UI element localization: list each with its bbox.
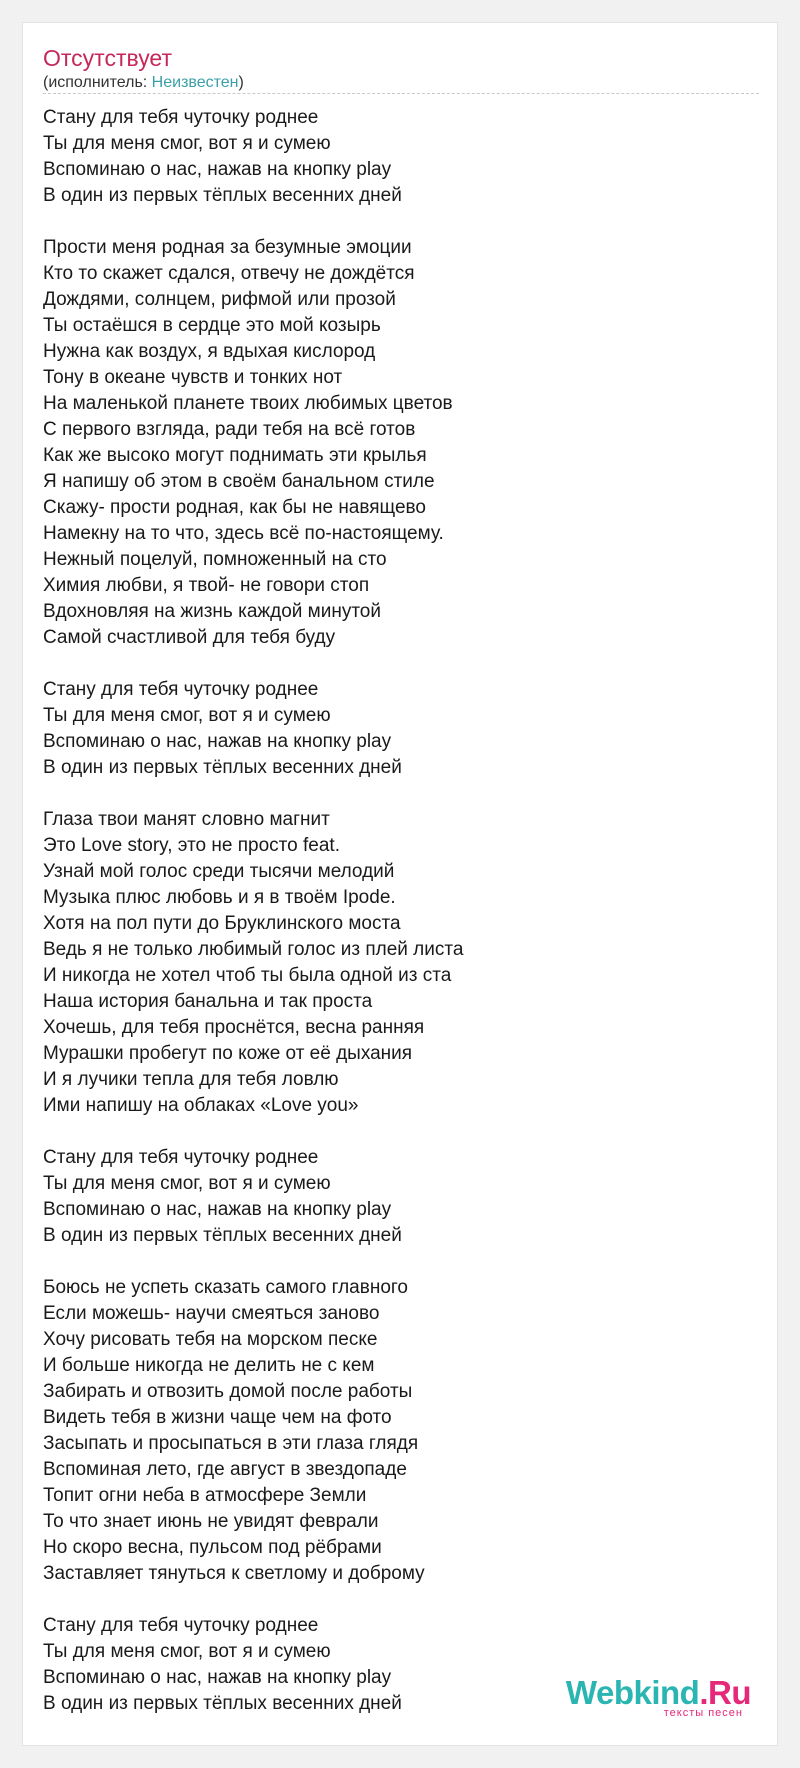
artist-prefix: (исполнитель:	[43, 74, 152, 91]
lyric-line: Это Love story, это не просто feat.	[43, 835, 340, 856]
lyric-line: Кто то скажет сдался, отвечу не дождётся	[43, 263, 415, 284]
lyric-line: Нужна как воздух, я вдыхая кислород	[43, 341, 376, 362]
song-title: Отсутствует	[43, 45, 172, 71]
lyric-line: И я лучики тепла для тебя ловлю	[43, 1069, 339, 1090]
logo-domain: .Ru	[699, 1674, 751, 1711]
artist-suffix: )	[238, 74, 244, 91]
lyric-line: Нежный поцелуй, помноженный на сто	[43, 549, 387, 570]
lyric-line: Намекну на то что, здесь всё по-настоящему.	[43, 523, 444, 544]
lyric-line: Но скоро весна, пульсом под рёбрами	[43, 1537, 382, 1558]
lyric-line: Химия любви, я твой- не говори стоп	[43, 575, 370, 596]
lyric-line: Забирать и отвозить домой после работы	[43, 1381, 413, 1402]
lyric-line: Узнай мой голос среди тысячи мелодий	[43, 861, 395, 882]
site-logo[interactable]	[566, 1675, 751, 1719]
lyrics-stanza	[43, 1275, 759, 1587]
lyric-line: Стану для тебя чуточку роднее	[43, 107, 319, 128]
lyrics-stanza	[43, 1145, 759, 1249]
lyric-line: Тону в океане чувств и тонких нот	[43, 367, 343, 388]
lyric-line: Вспоминаю о нас, нажав на кнопку play	[43, 159, 392, 180]
lyric-line: И никогда не хотел чтоб ты была одной из ста	[43, 965, 452, 986]
artist-line	[43, 73, 244, 93]
lyric-line: Самой счастливой для тебя буду	[43, 627, 336, 648]
logo-wordmark: Webkind	[565, 1674, 700, 1711]
lyric-line: То что знает июнь не увидят феврали	[43, 1511, 379, 1532]
lyric-line: Хотя на пол пути до Бруклинского моста	[43, 913, 401, 934]
lyric-line: Ими напишу на облаках «Love you»	[43, 1095, 359, 1116]
lyrics-body	[43, 105, 759, 1743]
lyric-line: Как же высоко могут поднимать эти крылья	[43, 445, 427, 466]
lyric-line: Стану для тебя чуточку роднее	[43, 1615, 319, 1636]
lyric-line: В один из первых тёплых весенних дней	[43, 757, 402, 778]
lyric-line: Засыпать и просыпаться в эти глаза глядя	[43, 1433, 419, 1454]
lyric-line: Прости меня родная за безумные эмоции	[43, 237, 412, 258]
logo-tagline: тексты песен	[663, 1707, 743, 1719]
lyric-line: На маленькой планете твоих любимых цветов	[43, 393, 453, 414]
lyric-line: Если можешь- научи смеяться заново	[43, 1303, 380, 1324]
lyric-line: Стану для тебя чуточку роднее	[43, 1147, 319, 1168]
lyrics-stanza	[43, 235, 759, 651]
lyric-line: Ты остаёшся в сердце это мой козырь	[43, 315, 381, 336]
lyric-line: С первого взгляда, ради тебя на всё готов	[43, 419, 416, 440]
lyric-line: Хочешь, для тебя проснётся, весна ранняя	[43, 1017, 425, 1038]
lyric-line: Вспоминаю о нас, нажав на кнопку play	[43, 1199, 392, 1220]
lyric-line: Ты для меня смог, вот я и сумею	[43, 1173, 331, 1194]
lyric-line: Вспоминая лето, где август в звездопаде	[43, 1459, 407, 1480]
lyric-line: Музыка плюс любовь и я в твоём Ipode.	[43, 887, 396, 908]
lyric-line: Я напишу об этом в своём банальном стиле	[43, 471, 435, 492]
lyric-line: Видеть тебя в жизни чаще чем на фото	[43, 1407, 392, 1428]
lyric-line: Скажу- прости родная, как бы не навящево	[43, 497, 426, 518]
lyric-line: Наша история банальна и так проста	[43, 991, 373, 1012]
header-divider	[43, 93, 759, 94]
artist-link[interactable]: Неизвестен	[151, 74, 239, 91]
lyric-line: Боюсь не успеть сказать самого главного	[43, 1277, 408, 1298]
lyric-line: Дождями, солнцем, рифмой или прозой	[43, 289, 396, 310]
lyric-line: И больше никогда не делить не с кем	[43, 1355, 375, 1376]
lyric-line: В один из первых тёплых весенних дней	[43, 1693, 402, 1714]
lyric-line: Вдохновляя на жизнь каждой минутой	[43, 601, 381, 622]
lyric-line: В один из первых тёплых весенних дней	[43, 185, 402, 206]
lyrics-stanza	[43, 677, 759, 781]
lyric-line: В один из первых тёплых весенних дней	[43, 1225, 402, 1246]
lyric-line: Стану для тебя чуточку роднее	[43, 679, 319, 700]
lyric-line: Хочу рисовать тебя на морском песке	[43, 1329, 378, 1350]
lyric-line: Ведь я не только любимый голос из плей листа	[43, 939, 464, 960]
lyric-line: Ты для меня смог, вот я и сумею	[43, 1641, 331, 1662]
lyric-line: Вспоминаю о нас, нажав на кнопку play	[43, 731, 392, 752]
lyric-line: Топит огни неба в атмосфере Земли	[43, 1485, 367, 1506]
lyric-line: Ты для меня смог, вот я и сумею	[43, 133, 331, 154]
lyric-line: Глаза твои манят словно магнит	[43, 809, 330, 830]
lyrics-card	[22, 22, 778, 1746]
lyrics-stanza	[43, 105, 759, 209]
lyrics-stanza	[43, 807, 759, 1119]
lyric-line: Ты для меня смог, вот я и сумею	[43, 705, 331, 726]
lyric-line: Заставляет тянуться к светлому и доброму	[43, 1563, 425, 1584]
lyric-line: Мурашки пробегут по коже от её дыхания	[43, 1043, 413, 1064]
lyric-line: Вспоминаю о нас, нажав на кнопку play	[43, 1667, 392, 1688]
